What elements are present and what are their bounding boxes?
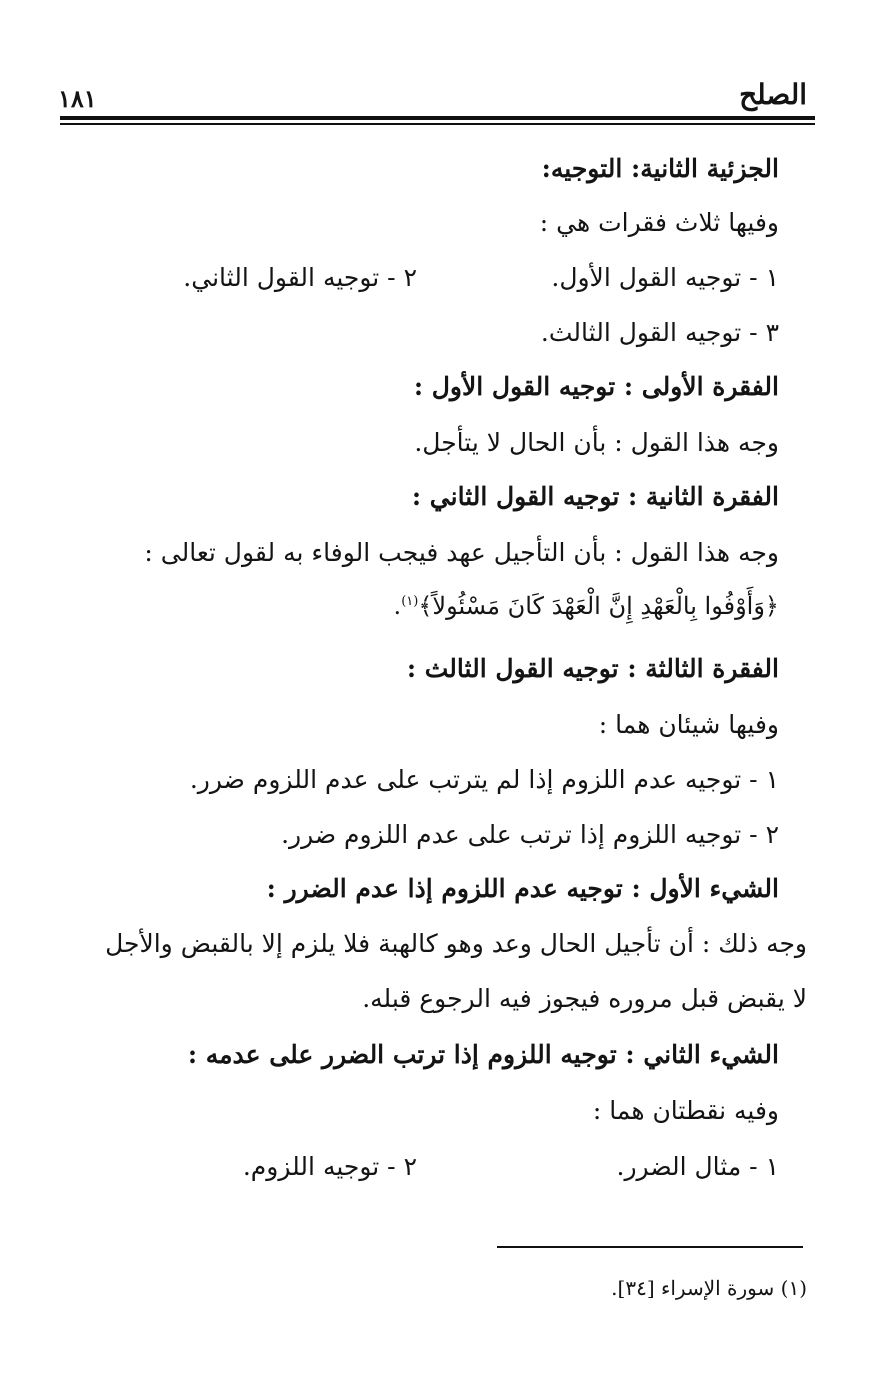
- page-number: ١٨١: [58, 84, 97, 113]
- quran-verse: [394, 592, 779, 620]
- subsection-heading: الشيء الثاني : توجيه اللزوم إذا ترتب الضرر على عدمه :: [187, 1040, 779, 1069]
- paragraph-line: وجه هذا القول : بأن التأجيل عهد فيجب الوفاء به لقول تعالى :: [144, 538, 779, 567]
- paragraph-line: وفيه نقطتان هما :: [592, 1096, 779, 1125]
- subsection-heading: الفقرة الثالثة : توجيه القول الثالث :: [406, 654, 779, 683]
- footnote-separator: [497, 1246, 803, 1248]
- paragraph-line: وجه هذا القول : بأن الحال لا يتأجل.: [414, 428, 779, 457]
- subsection-heading: الشيء الأول : توجيه عدم اللزوم إذا عدم الضرر :: [266, 874, 779, 903]
- list-item: ٢ - توجيه اللزوم.: [242, 1152, 417, 1181]
- footnote-reference: (١): [401, 594, 419, 609]
- list-item: ٢ - توجيه القول الثاني.: [183, 263, 417, 292]
- subsection-heading: الفقرة الثانية : توجيه القول الثاني :: [411, 482, 779, 511]
- section-heading: الجزئية الثانية: التوجيه:: [541, 154, 779, 183]
- header-rule-thin: [60, 123, 815, 125]
- paragraph-line: وفيها ثلاث فقرات هي :: [539, 208, 779, 237]
- list-item: ١ - توجيه القول الأول.: [551, 263, 779, 292]
- subsection-heading: الفقرة الأولى : توجيه القول الأول :: [413, 372, 779, 401]
- paragraph-line: وفيها شيئان هما :: [598, 710, 779, 739]
- list-item: ٢ - توجيه اللزوم إذا ترتب على عدم اللزوم ضرر.: [281, 820, 779, 849]
- list-item: ٣ - توجيه القول الثالث.: [540, 318, 779, 347]
- paragraph-line: لا يقبض قبل مروره فيجوز فيه الرجوع قبله.: [362, 984, 807, 1013]
- verse-text: ﴿وَأَوْفُوا بِالْعَهْدِ إِنَّ الْعَهْدَ كَانَ مَسْئُولاً﴾: [418, 592, 779, 620]
- list-item: ١ - مثال الضرر.: [616, 1152, 779, 1181]
- running-header-title: الصلح: [739, 78, 807, 111]
- list-item: ١ - توجيه عدم اللزوم إذا لم يترتب على عدم اللزوم ضرر.: [189, 765, 779, 794]
- header-rule-thick: [60, 116, 815, 120]
- paragraph-line: وجه ذلك : أن تأجيل الحال وعد وهو كالهبة فلا يلزم إلا بالقبض والأجل: [105, 929, 807, 958]
- verse-end-punct: .: [393, 592, 402, 620]
- footnote: (١) سورة الإسراء [٣٤].: [611, 1276, 807, 1300]
